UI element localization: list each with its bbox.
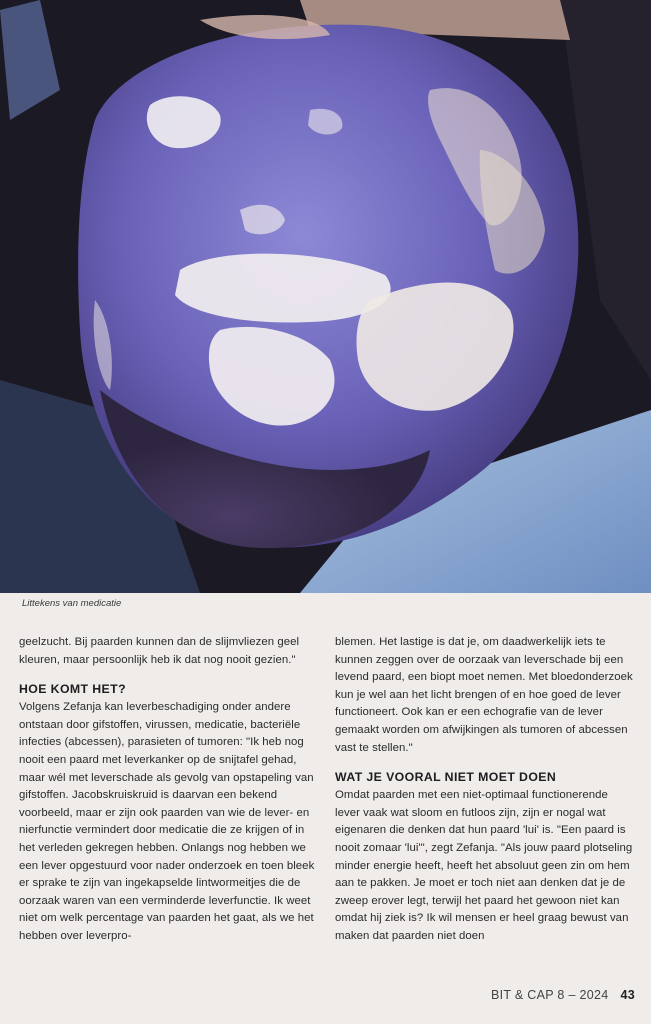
page-number: 43 [620, 988, 635, 1002]
magazine-issue: BIT & CAP 8 – 2024 [490, 988, 609, 1002]
left-body-paragraph: Volgens Zefanja kan leverbeschadiging onder andere ontstaan door gifstoffen, virussen, medicatie, bacteriële infecties (abcessen), parasieten of tumoren: "Ik heb nog nooit een paard met leverkanker op de snijtafel gehad, maar wél met leverschade als gevolg van opstapeling van gifstoffen. Jacobskruiskruid is daarvan een bekend voorbeeld, maar er zijn ook paarden van wie de lever- en nierfunctie vermindert door medicatie die ze krijgen of in het verleden gekregen hebben. Onlangs nog hebben we een lever opgestuurd voor nader onderzoek en toen bleek er sprake te zijn van ingekapselde lintwormeitjes die de oorzaak waren van een verminderde leverfunctie. Ik weet niet om welk percentage van paarden het gaat, als we het hebben over leverpro- [19, 701, 315, 942]
page-footer [491, 988, 635, 1002]
section-heading-hoe-komt-het: HOE KOMT HET? [19, 682, 126, 697]
left-intro-paragraph: geelzucht. Bij paarden kunnen dan de slijmvliezen geel kleuren, maar persoonlijk heb ik dat nog nooit gezien." [19, 636, 300, 666]
right-column [335, 634, 635, 946]
left-column [19, 634, 319, 946]
photo-caption: Littekens van medicatie [22, 598, 122, 609]
right-body-paragraph: Omdat paarden met een niet-optimaal functionerende lever vaak wat sloom en futloos zijn, zijn er nogal wat eigenaren die denken dat hun paard 'lui' is. "Een paard is nooit zomaar 'lui'", zegt Zefanja. "Als jouw paard plotseling minder energie heeft, heeft het absoluut geen zin om hem aan te pakken. Je moet er toch niet aan denken dat je de zweep erover legt, terwijl het paard het gewoon niet kan omdat hij ziek is? Ik wil mensen er heel graag bewust van maken dat paarden niet doen [335, 789, 633, 942]
right-intro-paragraph: blemen. Het lastige is dat je, om daadwerkelijk iets te kunnen zeggen over de oorzaak van leverschade bij een levend paard, een biopt moet nemen. Met bloedonderzoek kun je wel aan het licht brengen of en hoe goed de lever functioneert. Ook kan er een echografie van de lever gemaakt worden om afwijkingen als tumoren of abcessen vast te stellen." [335, 636, 633, 754]
section-heading-wat-je-vooral-niet-moet-doen: WAT JE VOORAL NIET MOET DOEN [335, 770, 557, 785]
